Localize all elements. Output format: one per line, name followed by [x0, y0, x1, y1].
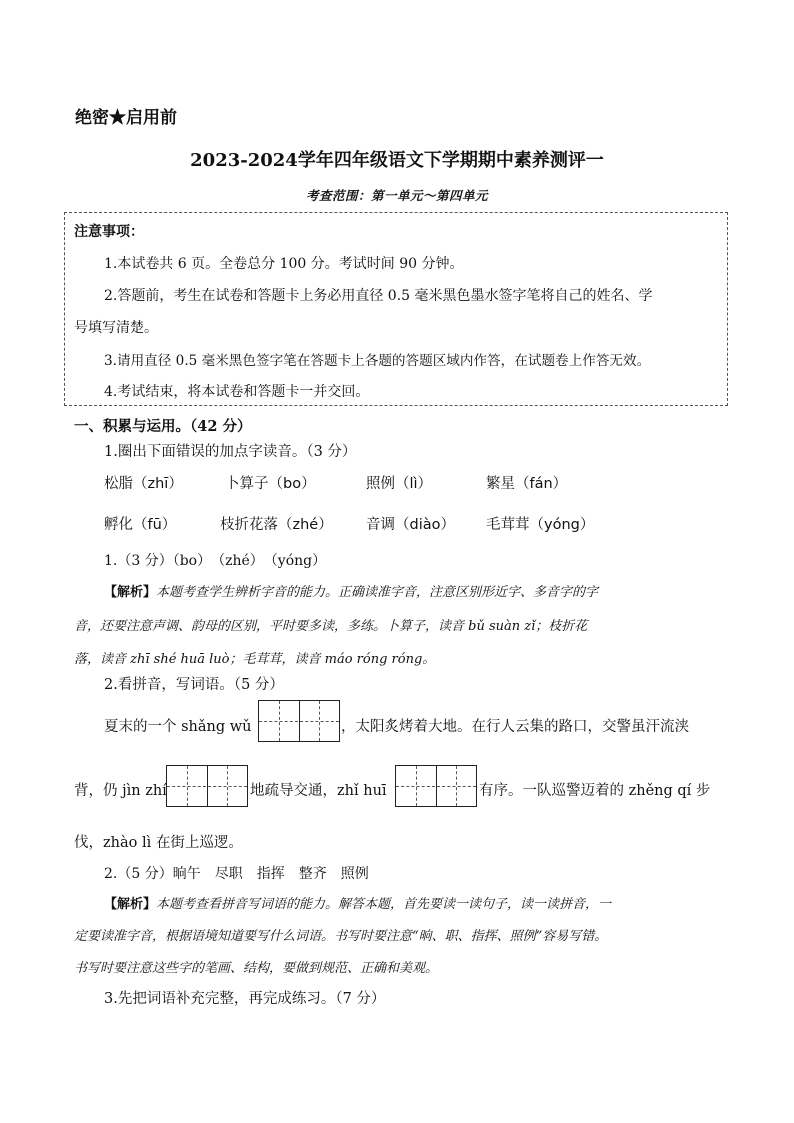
q1-item: 松脂（zhī）: [104, 476, 183, 492]
q2-text: ，太阳炙烤着大地。在行人云集的路口，交警虽汗流浃: [341, 719, 689, 735]
exam-scope: 考查范围：第一单元～第四单元: [305, 188, 488, 203]
writing-box[interactable]: [166, 765, 248, 807]
q1-analysis-line: 落，读音 zhī shé huā luò；毛茸茸，读音 máo róng róng。: [74, 652, 436, 667]
q1-item: 枝折花落（zhé）: [220, 517, 333, 533]
notice-item-2-cont: 号填写清楚。: [74, 320, 158, 336]
q1-item: 毛茸茸（yóng）: [486, 517, 595, 533]
q1-item: 孵化（fū）: [104, 517, 177, 533]
writing-box[interactable]: [395, 765, 477, 807]
q1-item: 卜算子（bo）: [225, 476, 316, 492]
analysis-text: 本题考查看拼音写词语的能力。解答本题，首先要读一读句子，读一读拼音，一: [156, 897, 612, 912]
q1-analysis-line: 音，还要注意声调、韵母的区别，平时要多读，多练。卜算子，读音 bǔ suàn zǐ；枝折花: [74, 619, 588, 634]
q2-prompt: 2.看拼音，写词语。（5 分）: [104, 677, 284, 693]
notice-heading: 注意事项：: [74, 224, 144, 240]
q2-text: 有序。一队巡警迈着的 zhěng qí 步: [479, 783, 711, 799]
notice-item-3: 3.请用直径 0.5 毫米黑色签字笔在答题卡上各题的答题区域内作答，在试题卷上作答无效。: [104, 353, 651, 369]
q2-text: 夏末的一个 shǎng wǔ: [104, 719, 252, 735]
notice-box: [64, 212, 728, 406]
section-1-heading: 一、积累与运用。（42 分）: [74, 418, 252, 435]
notice-item-4: 4.考试结束，将本试卷和答题卡一并交回。: [104, 384, 370, 400]
analysis-tag: 【解析】: [104, 585, 157, 600]
notice-item-1: 1.本试卷共 6 页。全卷总分 100 分。考试时间 90 分钟。: [104, 256, 464, 272]
confidential-label: 绝密★启用前: [75, 108, 177, 128]
analysis-tag: 【解析】: [104, 897, 157, 912]
q2-text: 伐，zhào lì 在街上巡逻。: [74, 835, 243, 851]
q2-text: 地疏导交通，zhǐ huī: [250, 783, 387, 799]
q1-item: 繁星（fán）: [486, 476, 568, 492]
q2-text: 背，仍 jìn zhí: [74, 783, 167, 799]
q1-analysis-line: [104, 581, 598, 600]
exam-title: 2023-2024学年四年级语文下学期期中素养测评一: [190, 150, 604, 171]
q3-prompt: 3.先把词语补充完整，再完成练习。（7 分）: [104, 991, 386, 1007]
notice-item-2: 2.答题前，考生在试卷和答题卡上务必用直径 0.5 毫米黑色墨水签字笔将自己的姓名、学: [104, 288, 653, 304]
q1-item: 音调（diào）: [366, 517, 455, 533]
q1-prompt: 1.圈出下面错误的加点字读音。（3 分）: [104, 444, 357, 460]
q2-analysis-line: [104, 893, 611, 912]
q2-analysis-line: 定要读准字音，根据语境知道要写什么词语。书写时要注意“晌、职、指挥、照例”容易写错。: [74, 929, 608, 944]
q2-analysis-line: 书写时要注意这些字的笔画、结构，要做到规范、正确和美观。: [74, 961, 439, 976]
q1-answer: 1.（3 分）（bo） （zhé） （yóng）: [104, 553, 327, 569]
q1-item: 照例（lì）: [366, 476, 433, 492]
q2-answer: 2.（5 分）晌午 尽职 指挥 整齐 照例: [104, 866, 369, 882]
analysis-text: 本题考查学生辨析字音的能力。正确读准字音，注意区别形近字、多音字的字: [156, 585, 599, 600]
writing-box[interactable]: [258, 700, 340, 742]
